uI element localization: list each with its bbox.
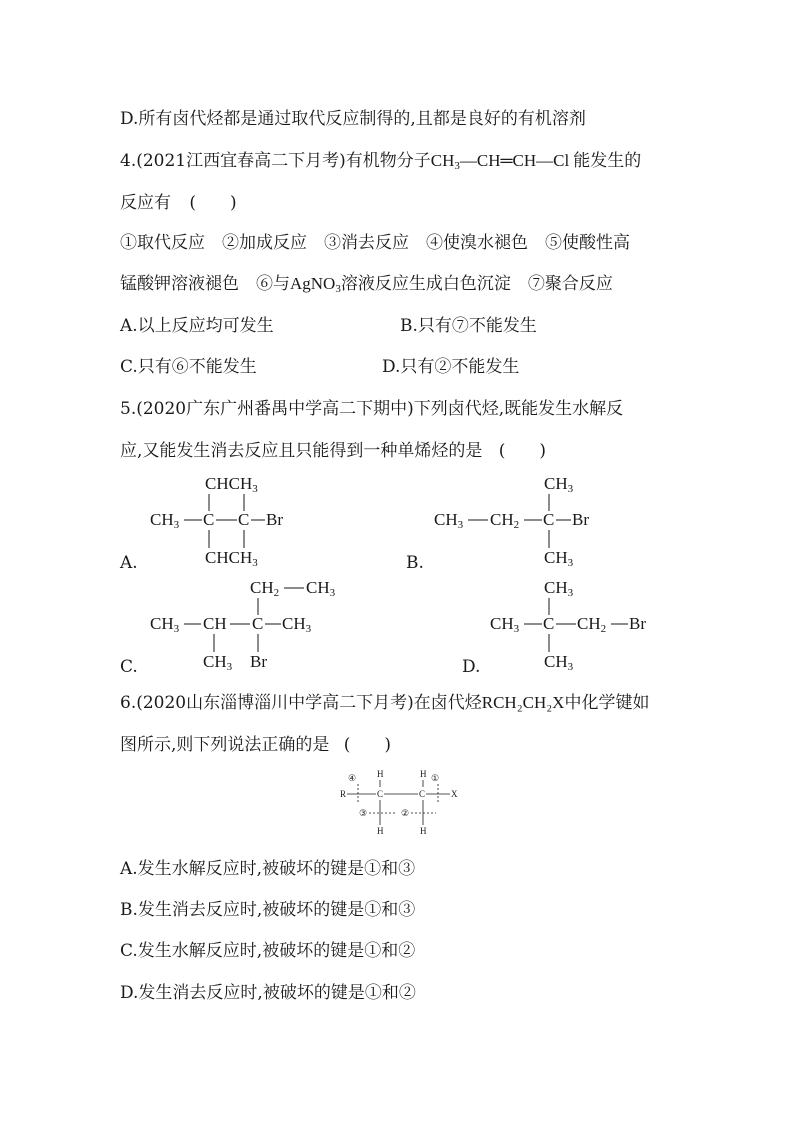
struct-d-ch2: $CH_2$ <box>577 614 607 635</box>
q6-option-c: C.发生水解反应时,被破坏的键是①和② <box>120 941 416 961</box>
q4-stem-suffix: 能发生的 <box>573 151 642 171</box>
struct-a-c1: C <box>203 510 215 529</box>
q4-stem-prefix: 4.(2021江西宜春高二下月考)有机物分子 <box>120 151 431 171</box>
struct-d-top: $CH_3$ <box>544 578 574 599</box>
struct-a-middle: $CH_3$ <box>150 510 180 531</box>
q6-formula: RCH₂CH₂X <box>481 693 565 712</box>
struct-b-top: $CH_3$ <box>544 474 574 495</box>
diagram-bond-1: ① <box>431 773 440 783</box>
diagram-x: X <box>451 789 458 799</box>
q6-stem-line2 <box>120 734 393 756</box>
q4-option-b: B.只有⑦不能发生 <box>400 316 537 336</box>
struct-b-ch2: $CH_2$ <box>490 510 520 531</box>
struct-c-br: Br <box>250 652 267 671</box>
struct-c-ch3-right: $CH_3$ <box>282 614 312 635</box>
diagram-h3: H <box>377 826 384 836</box>
diagram-h2: H <box>420 769 427 779</box>
diagram-bond-2: ② <box>401 808 410 818</box>
struct-c-c: C <box>252 614 264 633</box>
q5-label-a: A. <box>120 553 138 573</box>
q6-option-d: D.发生消去反应时,被破坏的键是①和② <box>120 983 416 1003</box>
struct-a-bottom: $CHCH_3$ <box>205 548 258 569</box>
diagram-h4: H <box>420 826 427 836</box>
struct-c-ch: CH <box>203 614 227 633</box>
q6-stem-line1 <box>120 692 649 714</box>
q6-stem-text: 图所示,则下列说法正确的是 <box>120 735 330 755</box>
struct-d-ch3: $CH_3$ <box>490 614 520 635</box>
struct-b-br: Br <box>572 510 589 529</box>
q4-reactions-text-a: 锰酸钾溶液褪色 ⑥与 <box>120 274 290 294</box>
q5-answer-blank: ( ) <box>498 441 547 461</box>
struct-c-ch3-left: $CH_3$ <box>150 614 180 635</box>
diagram-bond-3: ③ <box>359 808 368 818</box>
q5-stem-text: 应,又能发生消去反应且只能得到一种单烯烃的是 <box>120 441 483 461</box>
struct-a-top: $CHCH_3$ <box>205 474 258 495</box>
q3-option-d: D.所有卤代烃都是通过取代反应制得的,且都是良好的有机溶剂 <box>120 109 586 129</box>
diagram-bond-4: ④ <box>348 773 357 783</box>
q6-answer-blank: ( ) <box>343 735 392 755</box>
q4-option-a: A.以上反应均可发生 <box>120 316 274 336</box>
q4-option-c: C.只有⑥不能发生 <box>120 357 257 377</box>
q4-formula: $CH_3—CH═CH—Cl$ <box>430 151 570 172</box>
q6-option-b: B.发生消去反应时,被破坏的键是①和③ <box>120 900 416 920</box>
q5-label-b: B. <box>406 553 424 573</box>
q4-agno3: AgNO$_3$ <box>290 274 341 295</box>
struct-d-bottom: $CH_3$ <box>544 652 574 673</box>
q4-option-d: D.只有②不能发生 <box>382 357 520 377</box>
struct-b-bottom: $CH_3$ <box>544 548 574 569</box>
struct-a-br: Br <box>266 510 283 529</box>
struct-a-c2: C <box>238 510 250 529</box>
diagram-r: R <box>340 789 347 799</box>
q4-reactions-line1: ①取代反应 ②加成反应 ③消去反应 ④使溴水褪色 ⑤使酸性高 <box>120 233 630 253</box>
struct-d-c: C <box>543 614 555 633</box>
q5-label-d: D. <box>462 657 481 677</box>
struct-d-br: Br <box>629 614 646 633</box>
diagram-h1: H <box>377 769 384 779</box>
q5-stem-line1: 5.(2020广东广州番禺中学高二下期中)下列卤代烃,既能发生水解反 <box>120 399 624 419</box>
q6-bond-diagram <box>330 768 470 840</box>
q4-stem-text: 反应有 <box>120 193 171 213</box>
struct-c-top-ch2: $CH_2$ <box>250 578 280 599</box>
q6-stem-suffix: 中化学键如 <box>564 693 650 713</box>
q6-option-a: A.发生水解反应时,被破坏的键是①和③ <box>120 859 416 879</box>
struct-c-bottom-ch3: $CH_3$ <box>203 652 233 673</box>
q5-label-c: C. <box>120 657 138 677</box>
q6-stem-prefix: 6.(2020山东淄博淄川中学高二下月考)在卤代烃 <box>120 693 482 713</box>
q4-reactions-text-b: 溶液反应生成白色沉淀 ⑦聚合反应 <box>340 274 613 294</box>
q4-answer-blank: ( ) <box>189 193 237 213</box>
diagram-c1: C <box>377 789 384 799</box>
diagram-c2: C <box>419 789 426 799</box>
struct-c-top-ch3: $CH_3$ <box>306 578 336 599</box>
struct-b-c: C <box>543 510 555 529</box>
struct-b-ch3: $CH_3$ <box>434 510 464 531</box>
